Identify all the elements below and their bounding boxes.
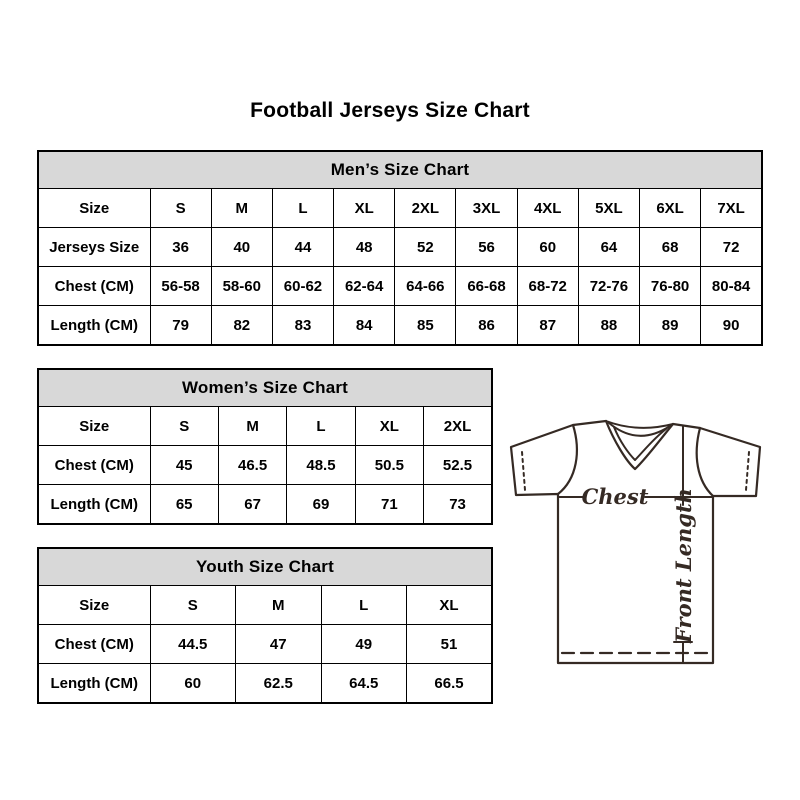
table-row: [38, 586, 492, 625]
row-label-cell: Chest (CM): [38, 446, 150, 485]
size-header-cell: 3XL: [456, 189, 517, 228]
value-cell: 62-64: [334, 267, 395, 306]
value-cell: 68: [640, 228, 701, 267]
size-header-cell: L: [287, 407, 355, 446]
value-cell: 49: [321, 625, 407, 664]
table-row: [38, 485, 492, 525]
value-cell: 36: [150, 228, 211, 267]
value-cell: 60: [517, 228, 578, 267]
value-cell: 51: [407, 625, 493, 664]
value-cell: 47: [236, 625, 322, 664]
value-cell: 72: [701, 228, 762, 267]
value-cell: 90: [701, 306, 762, 346]
value-cell: 66-68: [456, 267, 517, 306]
value-cell: 73: [424, 485, 492, 525]
value-cell: 52: [395, 228, 456, 267]
value-cell: 89: [640, 306, 701, 346]
corner-header-cell: Size: [38, 586, 150, 625]
size-header-cell: XL: [334, 189, 395, 228]
value-cell: 46.5: [218, 446, 286, 485]
row-label-cell: Length (CM): [38, 306, 150, 346]
value-cell: 69: [287, 485, 355, 525]
collar-top-edge: [606, 421, 673, 428]
section-header-row: [38, 548, 492, 586]
value-cell: 88: [578, 306, 639, 346]
value-cell: 56: [456, 228, 517, 267]
value-cell: 67: [218, 485, 286, 525]
value-cell: 84: [334, 306, 395, 346]
value-cell: 50.5: [355, 446, 423, 485]
table-row: [38, 407, 492, 446]
size-header-cell: XL: [407, 586, 493, 625]
value-cell: 60-62: [272, 267, 333, 306]
table-row: [38, 625, 492, 664]
value-cell: 62.5: [236, 664, 322, 704]
mens-size-chart-table: [37, 150, 763, 346]
left-cuff-stitch: [522, 452, 525, 490]
value-cell: 79: [150, 306, 211, 346]
size-header-cell: M: [236, 586, 322, 625]
chest-label: Chest: [581, 484, 649, 509]
right-armhole-seam: [697, 428, 713, 496]
value-cell: 82: [211, 306, 272, 346]
page-title: Football Jerseys Size Chart: [250, 99, 530, 122]
value-cell: 56-58: [150, 267, 211, 306]
right-cuff-stitch: [746, 452, 749, 490]
table-title: Men’s Size Chart: [38, 151, 762, 189]
table-title: Women’s Size Chart: [38, 369, 492, 407]
size-header-cell: 2XL: [424, 407, 492, 446]
table-row: [38, 228, 762, 267]
value-cell: 86: [456, 306, 517, 346]
size-header-cell: L: [272, 189, 333, 228]
size-header-cell: S: [150, 407, 218, 446]
table-row: [38, 189, 762, 228]
value-cell: 64-66: [395, 267, 456, 306]
size-header-cell: XL: [355, 407, 423, 446]
value-cell: 72-76: [578, 267, 639, 306]
value-cell: 45: [150, 446, 218, 485]
value-cell: 80-84: [701, 267, 762, 306]
size-header-cell: 2XL: [395, 189, 456, 228]
value-cell: 48: [334, 228, 395, 267]
value-cell: 44: [272, 228, 333, 267]
value-cell: 66.5: [407, 664, 493, 704]
size-header-cell: S: [150, 586, 236, 625]
jersey-outline: [511, 421, 760, 663]
row-label-cell: Chest (CM): [38, 625, 150, 664]
womens-table: [37, 368, 493, 525]
size-header-cell: M: [218, 407, 286, 446]
corner-header-cell: Size: [38, 407, 150, 446]
value-cell: 64: [578, 228, 639, 267]
value-cell: 85: [395, 306, 456, 346]
size-header-cell: 6XL: [640, 189, 701, 228]
value-cell: 64.5: [321, 664, 407, 704]
value-cell: 71: [355, 485, 423, 525]
value-cell: 40: [211, 228, 272, 267]
table-title: Youth Size Chart: [38, 548, 492, 586]
youth-size-chart-table: [37, 547, 493, 704]
table-row: [38, 267, 762, 306]
row-label-cell: Chest (CM): [38, 267, 150, 306]
size-header-cell: 5XL: [578, 189, 639, 228]
value-cell: 68-72: [517, 267, 578, 306]
size-header-cell: L: [321, 586, 407, 625]
size-header-cell: S: [150, 189, 211, 228]
mens-table: [37, 150, 763, 346]
value-cell: 44.5: [150, 625, 236, 664]
size-header-cell: 7XL: [701, 189, 762, 228]
size-header-cell: 4XL: [517, 189, 578, 228]
value-cell: 87: [517, 306, 578, 346]
row-label-cell: Length (CM): [38, 664, 150, 704]
value-cell: 83: [272, 306, 333, 346]
youth-table: [37, 547, 493, 704]
left-armhole-seam: [558, 425, 577, 494]
section-header-row: [38, 151, 762, 189]
table-row: [38, 306, 762, 346]
front-length-label: Front Length: [671, 488, 696, 643]
value-cell: 76-80: [640, 267, 701, 306]
section-header-row: [38, 369, 492, 407]
value-cell: 65: [150, 485, 218, 525]
table-row: [38, 446, 492, 485]
value-cell: 48.5: [287, 446, 355, 485]
row-label-cell: Jerseys Size: [38, 228, 150, 267]
row-label-cell: Length (CM): [38, 485, 150, 525]
table-row: [38, 664, 492, 704]
size-header-cell: M: [211, 189, 272, 228]
womens-size-chart-table: [37, 368, 493, 525]
jersey-measurement-diagram: [488, 395, 790, 695]
value-cell: 52.5: [424, 446, 492, 485]
corner-header-cell: Size: [38, 189, 150, 228]
value-cell: 60: [150, 664, 236, 704]
value-cell: 58-60: [211, 267, 272, 306]
